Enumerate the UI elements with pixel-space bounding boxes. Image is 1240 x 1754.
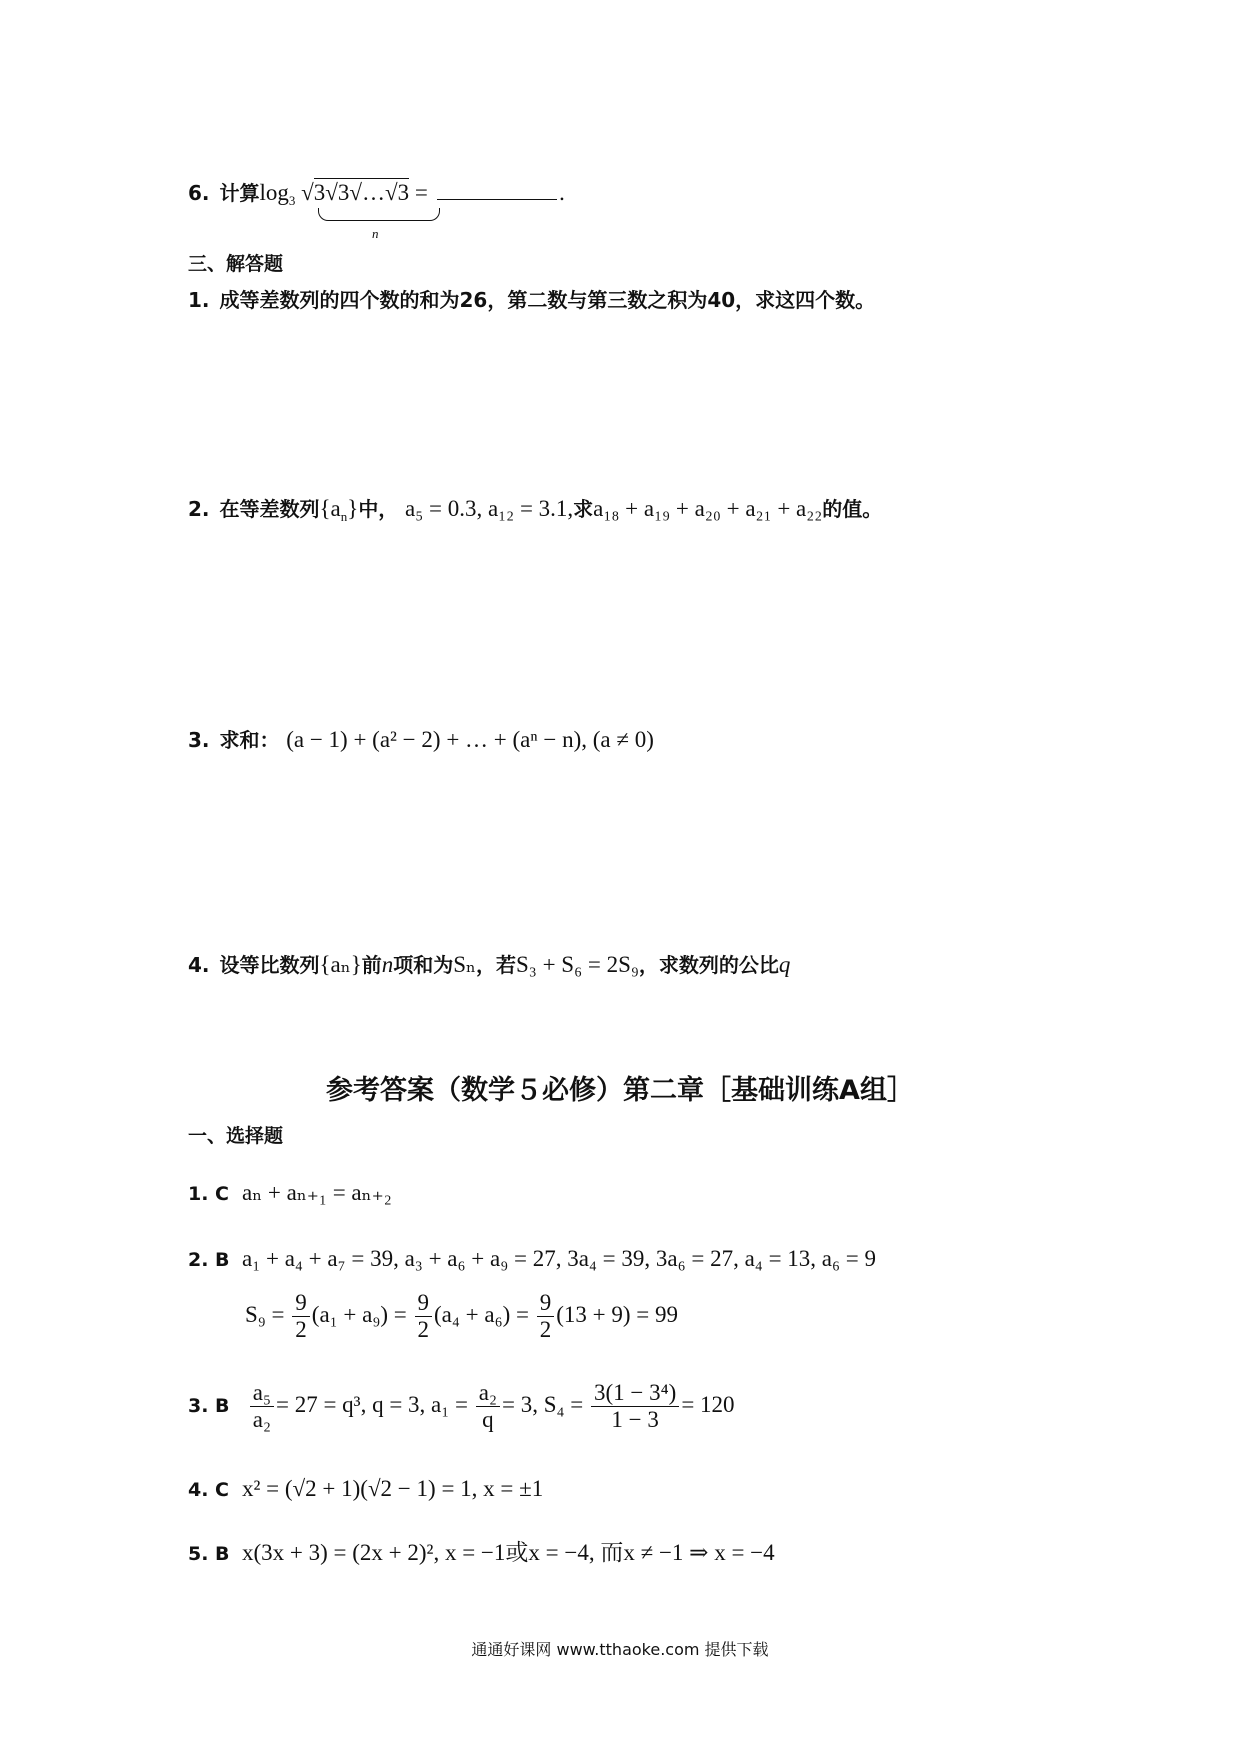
footer-text: 通通好课网 www.tthaoke.com 提供下载	[471, 1640, 769, 1659]
math-text: = 3, S₄ =	[501, 1391, 584, 1417]
answer-math: x(3x + 3) = (2x + 2)², x = −1或x = −4, 而x ≠ −1 ⇒ x = −4	[242, 1540, 775, 1565]
problem-2	[188, 494, 882, 532]
answer-4	[188, 1474, 543, 1505]
math-text: (a₄ + a₆) =	[434, 1301, 529, 1327]
answers-heading: 参考答案（数学５必修）第二章［基础训练A组］	[326, 1075, 914, 1106]
answer-math: x² = (√2 + 1)(√2 − 1) = 1, x = ±1	[242, 1476, 544, 1501]
problem-text: 在等差数列	[219, 497, 320, 521]
answer-1	[188, 1178, 392, 1209]
answer-label: 3. B	[188, 1394, 230, 1417]
math-text: (a₁ + a₉) =	[311, 1301, 407, 1327]
math-text: S₉ =	[245, 1301, 285, 1327]
problem-number: 1.	[188, 288, 210, 312]
problem-1	[188, 285, 875, 315]
answer-label: 4. C	[188, 1479, 229, 1501]
problem-text: 求和：	[219, 728, 280, 752]
nested-radical: 3√3√…√3	[313, 180, 410, 205]
answer-3	[188, 1380, 735, 1433]
problem-text: 前	[361, 953, 382, 977]
answer-blank	[437, 179, 557, 200]
section-title: 三、解答题	[188, 253, 284, 275]
answer-math: a₁ + a₄ + a₇ = 39, a₃ + a₆ + a₉ = 27, 3a₄ = 39, 3a₆ = 27, a₄ = 13, a₆ = 9	[242, 1246, 876, 1271]
answer-2-line-2	[245, 1290, 678, 1343]
fraction: $\frac{9}{2}$	[537, 1290, 555, 1343]
problem-4	[188, 950, 790, 980]
math-text: = 27 = q³, q = 3, a₁ =	[275, 1391, 468, 1417]
problem-text: 的值。	[822, 497, 883, 521]
problem-number: 3.	[188, 728, 210, 752]
problem-text: ，求数列的公比	[638, 953, 779, 977]
fraction: $\frac{\text{3(1 − 3⁴)}}{1 - 3}$	[591, 1380, 679, 1433]
problem-text: 中，	[358, 497, 399, 521]
math-text: = 120	[681, 1391, 735, 1417]
fraction: $\frac{9}{2}$	[415, 1290, 433, 1343]
fraction: $\frac{9}{2}$	[292, 1290, 310, 1343]
question-text: 计算	[219, 181, 260, 205]
underbrace-label: n	[372, 226, 379, 241]
underbrace	[318, 208, 440, 221]
problem-number: 4.	[188, 953, 210, 977]
problem-number: 2.	[188, 497, 210, 521]
question-number: 6.	[188, 181, 210, 205]
period: .	[558, 181, 566, 205]
problem-text: 成等差数列的四个数的和为26，第二数与第三数之积为40，求这四个数。	[219, 288, 876, 312]
sum-expression: (a − 1) + (a² − 2) + … + (aⁿ − n), (a ≠ 0)	[286, 727, 654, 752]
math-text: (13 + 9) = 99	[556, 1301, 678, 1327]
problem-text: 项和为	[393, 953, 454, 977]
condition: S₃ + S₆ = 2S₉	[516, 952, 639, 977]
var-n: n	[381, 952, 394, 977]
fraction: $\frac{\text{a₅}}{\text{a₂}}$	[250, 1380, 274, 1433]
problem-text: 求	[573, 497, 594, 521]
answer-label: 5. B	[188, 1543, 230, 1565]
answer-5	[188, 1538, 775, 1569]
problem-text: 设等比数列	[219, 953, 320, 977]
answer-label: 1. C	[188, 1183, 229, 1205]
section-title: 一、选择题	[188, 1125, 284, 1147]
var-sn: Sₙ	[453, 952, 477, 977]
problem-text: ，若	[476, 953, 517, 977]
given-values: a₅ = 0.3, a₁₂ = 3.1,	[405, 496, 574, 521]
answer-2	[188, 1244, 876, 1275]
sequence-symbol: $\{a_n\}$	[319, 496, 359, 524]
sequence-symbol: {aₙ}	[319, 952, 362, 977]
sum-expression: a₁₈ + a₁₉ + a₂₀ + a₂₁ + a₂₂	[593, 496, 823, 521]
answer-label: 2. B	[188, 1249, 230, 1271]
fraction: $\frac{\text{a₂}}{q}$	[476, 1380, 500, 1433]
var-q: q	[778, 952, 791, 977]
answer-math: aₙ + aₙ₊₁ = aₙ₊₂	[242, 1180, 392, 1205]
log-expression: $\log_3$ √3√3√…√3 =	[259, 180, 428, 208]
problem-3	[188, 725, 654, 755]
